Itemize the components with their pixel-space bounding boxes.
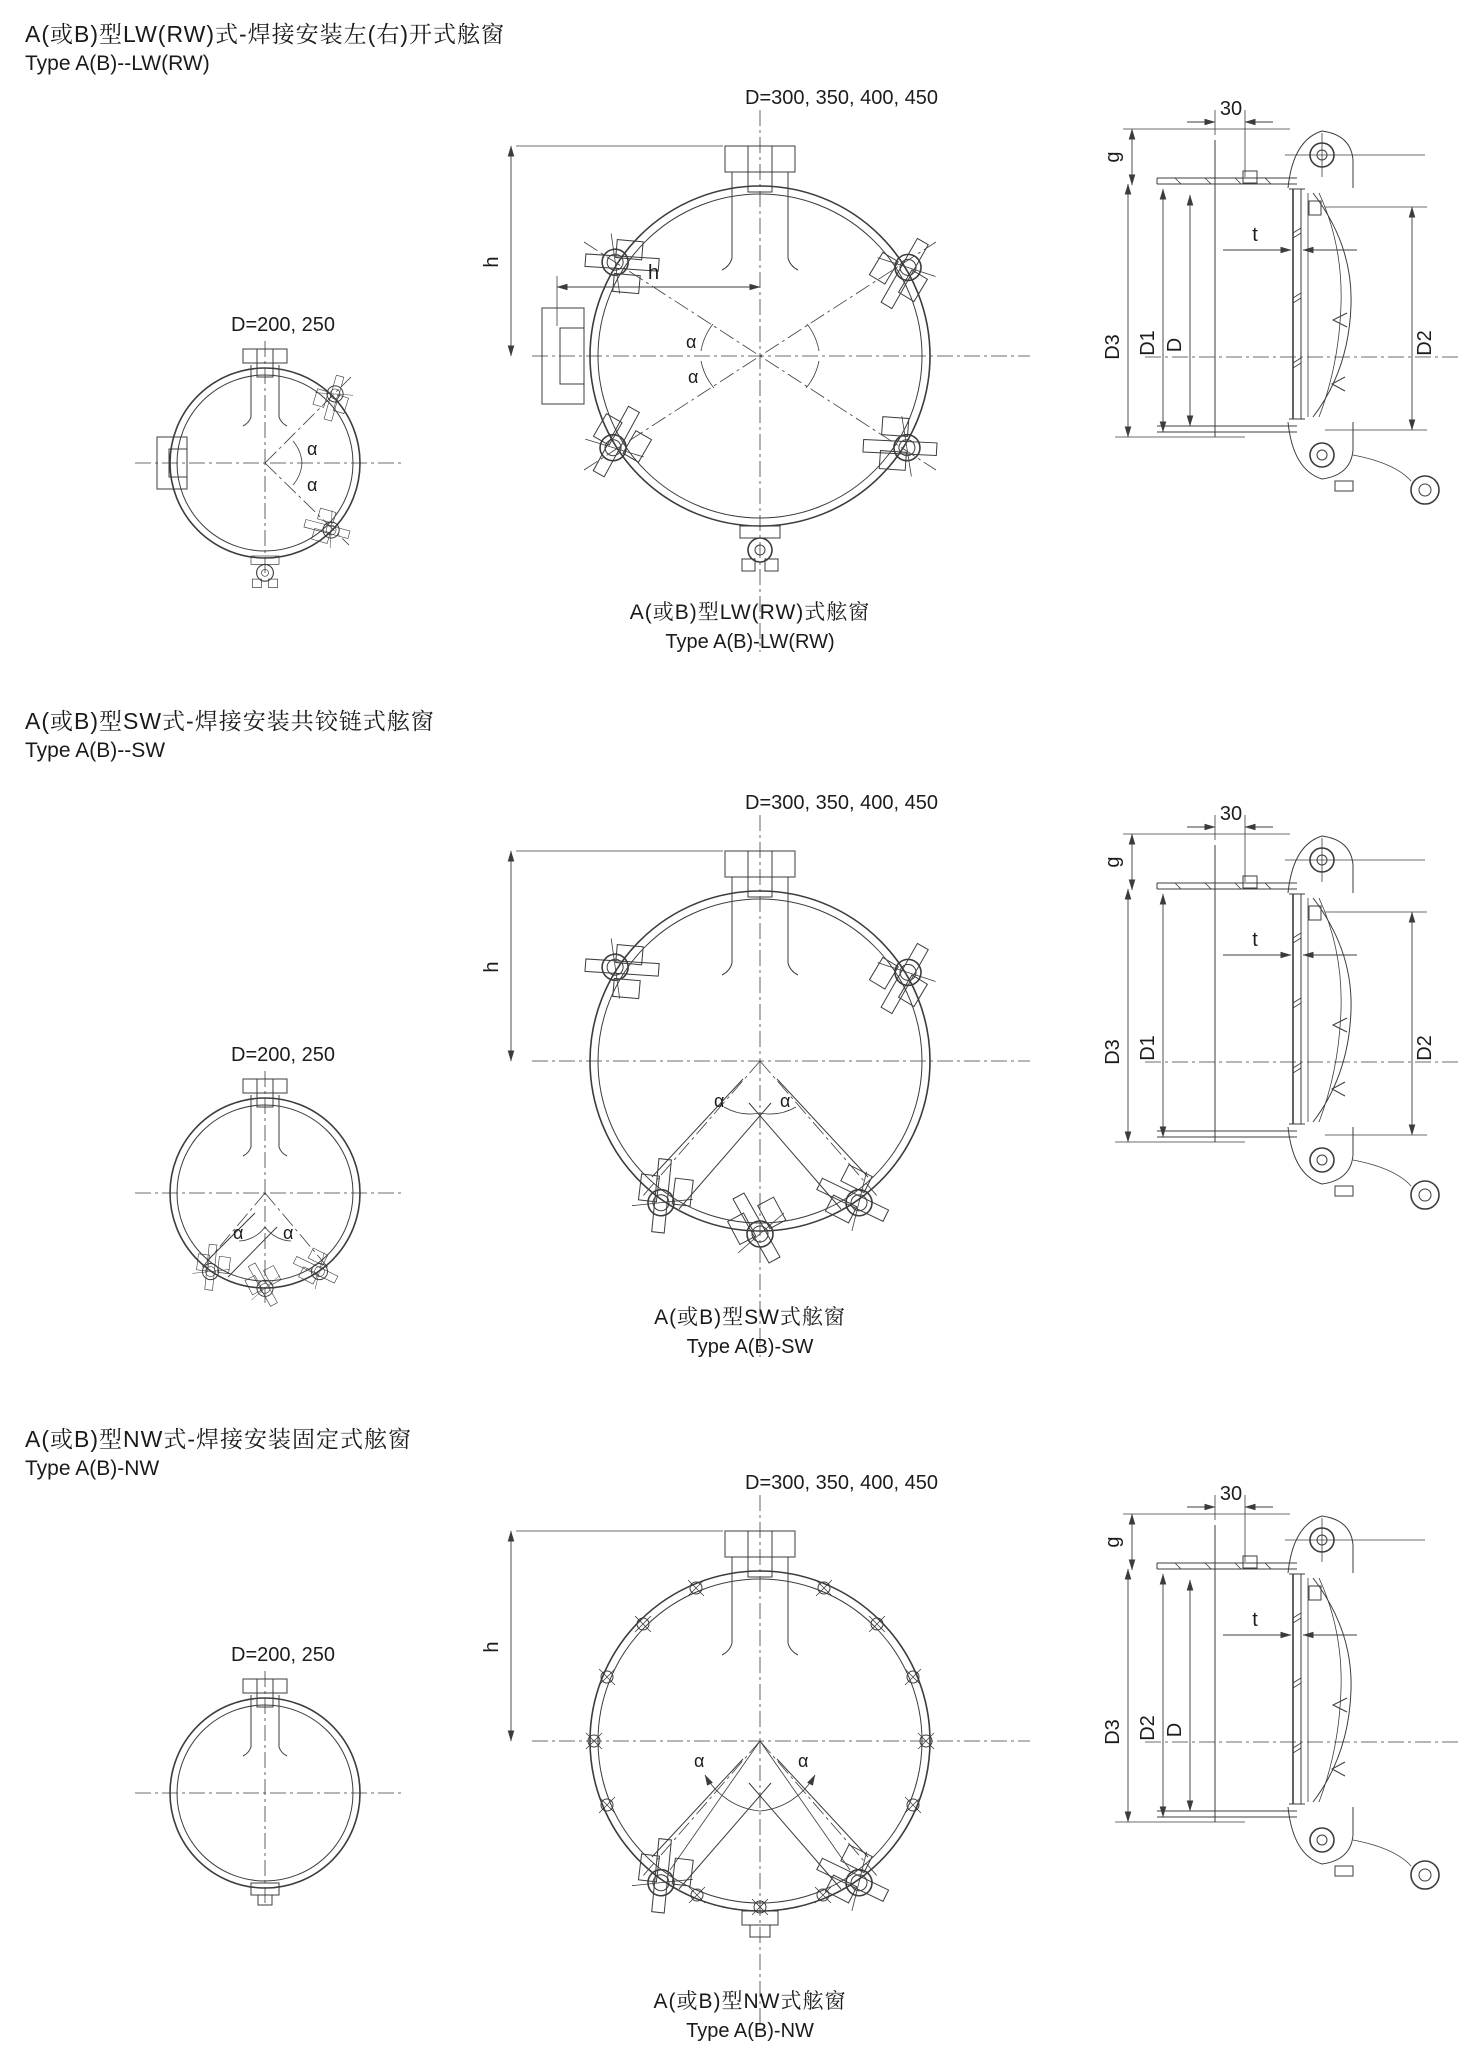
dim-label-g: g [1102,1536,1124,1548]
dim-label-t: t [1252,1609,1258,1631]
diameter-note-small: D=200, 250 [231,1044,335,1066]
angle-label-alpha: α [694,1751,705,1771]
dim-label-h: h [481,1641,503,1653]
section-2-title-en: Type A(B)--SW [25,739,166,762]
section-2-caption-en: Type A(B)-SW [686,1336,814,1358]
small-porthole-view-nw [115,1575,435,1905]
small-porthole-view-sw [115,975,435,1305]
angle-label-alpha: α [780,1091,791,1111]
angle-label-alpha: α [686,332,697,352]
section-2-title-zh: A(或B)型SW式-焊接安装共铰链式舷窗 [25,708,435,734]
large-porthole-view-lw [480,80,1060,660]
dim-label-g: g [1102,151,1124,163]
dim-label-d: D [1164,1722,1186,1738]
angle-label-alpha: α [283,1223,294,1243]
section-1-title-en: Type A(B)--LW(RW) [25,52,210,75]
angle-label-alpha: α [307,475,318,495]
section-view-nw [1095,1470,1473,1910]
dim-label-d2: D2 [1414,330,1436,356]
dim-label-g: g [1102,856,1124,868]
angle-label-alpha: α [688,367,699,387]
dim-label-t: t [1252,929,1258,951]
section-2-caption-zh: A(或B)型SW式舷窗 [654,1306,846,1329]
angle-label-alpha: α [714,1091,725,1111]
small-porthole-view-lw [115,245,435,575]
angle-label-alpha: α [307,439,318,459]
section-1-caption-zh: A(或B)型LW(RW)式舷窗 [629,601,871,624]
dim-label-t: t [1252,224,1258,246]
dim-label-d2: D2 [1137,1715,1159,1741]
diameter-note-large: D=300, 350, 400, 450 [745,792,938,814]
section-view-sw [1095,790,1473,1230]
section-3-title-zh: A(或B)型NW式-焊接安装固定式舷窗 [25,1426,412,1452]
section-3-title-en: Type A(B)-NW [25,1457,160,1480]
dim-label-30: 30 [1219,1483,1243,1505]
dim-label-d3: D3 [1102,1039,1124,1065]
diameter-note-large: D=300, 350, 400, 450 [745,1472,938,1494]
dim-label-d3: D3 [1102,1719,1124,1745]
angle-label-alpha: α [798,1751,809,1771]
dim-label-d1: D1 [1137,330,1159,356]
angle-label-alpha: α [233,1223,244,1243]
section-3-caption-zh: A(或B)型NW式舷窗 [653,1990,847,2013]
section-1-title-zh: A(或B)型LW(RW)式-焊接安装左(右)开式舷窗 [25,21,505,47]
diameter-note-large: D=300, 350, 400, 450 [745,87,938,109]
diameter-note-small: D=200, 250 [231,1644,335,1666]
section-1-caption-en: Type A(B)-LW(RW) [665,631,835,653]
dim-label-30: 30 [1219,98,1243,120]
section-3-caption-en: Type A(B)-NW [686,2020,814,2042]
diameter-note-small: D=200, 250 [231,314,335,336]
large-porthole-view-nw [480,1465,1060,2045]
section-view-lw [1095,85,1473,525]
dim-label-30: 30 [1219,803,1243,825]
dim-label-d2: D2 [1414,1035,1436,1061]
dim-label-h: h [648,262,660,284]
dim-label-d: D [1164,337,1186,353]
large-porthole-view-sw [480,785,1060,1365]
dim-label-h: h [481,961,503,973]
dim-label-d3: D3 [1102,334,1124,360]
dim-label-d1: D1 [1137,1035,1159,1061]
dim-label-h: h [481,256,503,268]
